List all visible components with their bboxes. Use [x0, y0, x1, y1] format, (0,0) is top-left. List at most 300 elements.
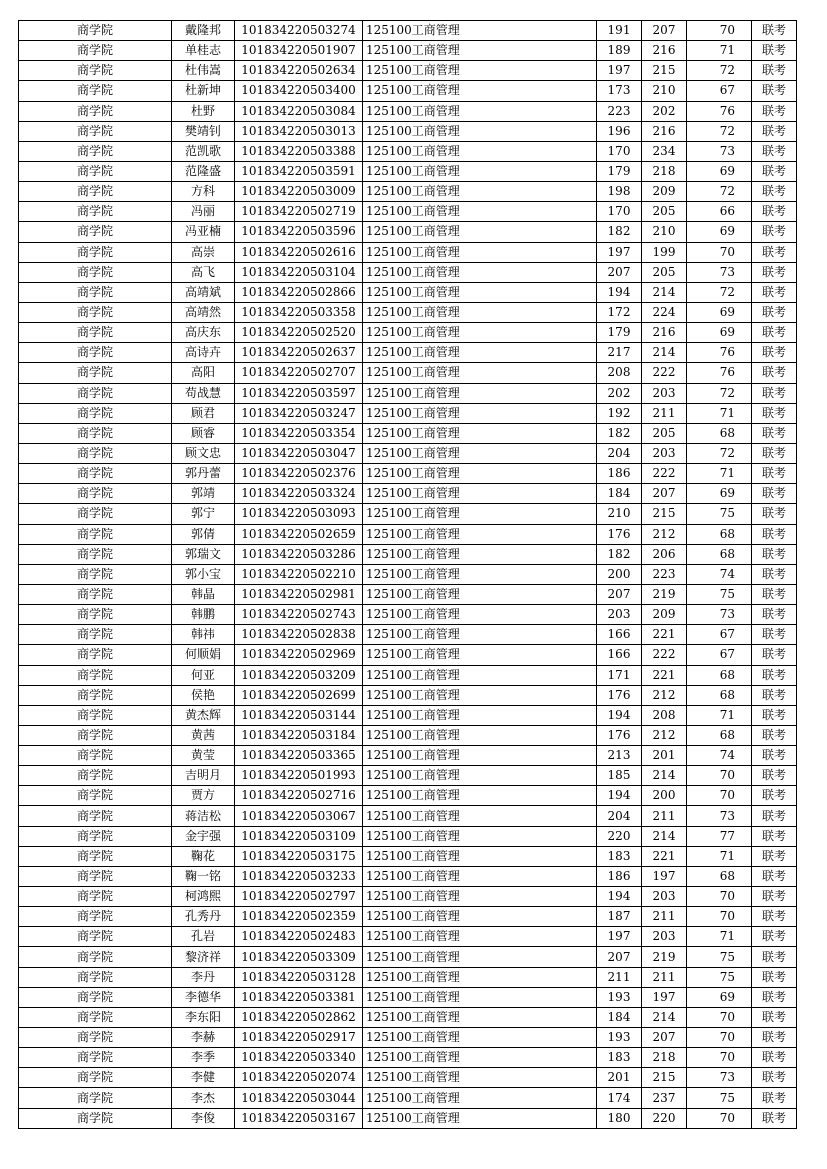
table-row: [19, 947, 797, 967]
name-cell: 冯丽: [172, 202, 235, 222]
score-2-cell: 237: [642, 1088, 687, 1108]
candidate-id-cell: 101834220502699: [235, 685, 363, 705]
score-1-cell: 170: [597, 141, 642, 161]
score-3-cell: 73: [687, 605, 752, 625]
exam-type-cell: 联考: [752, 1088, 797, 1108]
candidate-id-cell: 101834220502659: [235, 524, 363, 544]
name-cell: 高崇: [172, 242, 235, 262]
score-3-cell: 68: [687, 866, 752, 886]
table-row: [19, 584, 797, 604]
score-1-cell: 198: [597, 182, 642, 202]
college-cell: 商学院: [19, 605, 172, 625]
score-2-cell: 206: [642, 544, 687, 564]
candidate-id-cell: 101834220503093: [235, 504, 363, 524]
college-cell: 商学院: [19, 967, 172, 987]
score-2-cell: 224: [642, 302, 687, 322]
candidate-id-cell: 101834220502359: [235, 907, 363, 927]
candidate-id-cell: 101834220503400: [235, 81, 363, 101]
exam-type-cell: 联考: [752, 987, 797, 1007]
score-3-cell: 68: [687, 423, 752, 443]
college-cell: 商学院: [19, 323, 172, 343]
score-3-cell: 77: [687, 826, 752, 846]
name-cell: 李健: [172, 1068, 235, 1088]
exam-type-cell: 联考: [752, 564, 797, 584]
score-3-cell: 69: [687, 484, 752, 504]
score-1-cell: 208: [597, 363, 642, 383]
major-cell: 125100工商管理: [363, 866, 597, 886]
score-2-cell: 205: [642, 202, 687, 222]
table-row: [19, 786, 797, 806]
score-3-cell: 67: [687, 81, 752, 101]
name-cell: 方科: [172, 182, 235, 202]
score-1-cell: 170: [597, 202, 642, 222]
candidate-id-cell: 101834220502637: [235, 343, 363, 363]
candidate-id-cell: 101834220502716: [235, 786, 363, 806]
candidate-id-cell: 101834220502917: [235, 1028, 363, 1048]
table-row: [19, 705, 797, 725]
score-2-cell: 222: [642, 464, 687, 484]
table-row: [19, 242, 797, 262]
college-cell: 商学院: [19, 121, 172, 141]
major-cell: 125100工商管理: [363, 605, 597, 625]
score-3-cell: 66: [687, 202, 752, 222]
candidate-id-cell: 101834220503596: [235, 222, 363, 242]
name-cell: 金宇强: [172, 826, 235, 846]
score-2-cell: 219: [642, 947, 687, 967]
name-cell: 何顺娟: [172, 645, 235, 665]
candidate-id-cell: 101834220502616: [235, 242, 363, 262]
score-1-cell: 197: [597, 61, 642, 81]
exam-type-cell: 联考: [752, 746, 797, 766]
candidate-id-cell: 101834220502797: [235, 887, 363, 907]
score-2-cell: 211: [642, 967, 687, 987]
candidate-id-cell: 101834220503309: [235, 947, 363, 967]
major-cell: 125100工商管理: [363, 967, 597, 987]
name-cell: 贾方: [172, 786, 235, 806]
score-3-cell: 73: [687, 806, 752, 826]
score-2-cell: 210: [642, 222, 687, 242]
table-row: [19, 1068, 797, 1088]
score-1-cell: 200: [597, 564, 642, 584]
major-cell: 125100工商管理: [363, 846, 597, 866]
candidate-id-cell: 101834220502838: [235, 625, 363, 645]
score-1-cell: 197: [597, 242, 642, 262]
table-row: [19, 1088, 797, 1108]
table-row: [19, 605, 797, 625]
college-cell: 商学院: [19, 222, 172, 242]
table-row: [19, 725, 797, 745]
exam-type-cell: 联考: [752, 967, 797, 987]
score-2-cell: 220: [642, 1108, 687, 1128]
table-row: [19, 1028, 797, 1048]
score-2-cell: 234: [642, 141, 687, 161]
candidate-id-cell: 101834220502210: [235, 564, 363, 584]
exam-type-cell: 联考: [752, 1068, 797, 1088]
college-cell: 商学院: [19, 665, 172, 685]
college-cell: 商学院: [19, 1068, 172, 1088]
name-cell: 黄杰辉: [172, 705, 235, 725]
score-1-cell: 171: [597, 665, 642, 685]
score-3-cell: 69: [687, 323, 752, 343]
table-row: [19, 121, 797, 141]
college-cell: 商学院: [19, 645, 172, 665]
score-3-cell: 70: [687, 1108, 752, 1128]
score-2-cell: 214: [642, 343, 687, 363]
score-1-cell: 172: [597, 302, 642, 322]
candidate-id-cell: 101834220503109: [235, 826, 363, 846]
college-cell: 商学院: [19, 81, 172, 101]
score-2-cell: 212: [642, 685, 687, 705]
score-1-cell: 173: [597, 81, 642, 101]
college-cell: 商学院: [19, 1048, 172, 1068]
name-cell: 韩祎: [172, 625, 235, 645]
table-row: [19, 423, 797, 443]
exam-type-cell: 联考: [752, 725, 797, 745]
name-cell: 苟战慧: [172, 383, 235, 403]
major-cell: 125100工商管理: [363, 806, 597, 826]
college-cell: 商学院: [19, 504, 172, 524]
score-3-cell: 75: [687, 947, 752, 967]
major-cell: 125100工商管理: [363, 41, 597, 61]
name-cell: 顾睿: [172, 423, 235, 443]
score-3-cell: 75: [687, 584, 752, 604]
major-cell: 125100工商管理: [363, 645, 597, 665]
score-2-cell: 221: [642, 625, 687, 645]
candidate-id-cell: 101834220503209: [235, 665, 363, 685]
name-cell: 郭靖: [172, 484, 235, 504]
name-cell: 高靖斌: [172, 282, 235, 302]
college-cell: 商学院: [19, 21, 172, 41]
exam-type-cell: 联考: [752, 947, 797, 967]
table-row: [19, 766, 797, 786]
table-row: [19, 383, 797, 403]
score-2-cell: 215: [642, 61, 687, 81]
college-cell: 商学院: [19, 101, 172, 121]
score-2-cell: 212: [642, 725, 687, 745]
name-cell: 杜野: [172, 101, 235, 121]
score-3-cell: 69: [687, 987, 752, 1007]
table-row: [19, 625, 797, 645]
score-2-cell: 208: [642, 705, 687, 725]
exam-type-cell: 联考: [752, 1028, 797, 1048]
score-1-cell: 176: [597, 685, 642, 705]
table-row: [19, 806, 797, 826]
college-cell: 商学院: [19, 1108, 172, 1128]
college-cell: 商学院: [19, 544, 172, 564]
college-cell: 商学院: [19, 786, 172, 806]
score-1-cell: 192: [597, 403, 642, 423]
exam-type-cell: 联考: [752, 625, 797, 645]
score-1-cell: 182: [597, 222, 642, 242]
name-cell: 何亚: [172, 665, 235, 685]
candidate-id-cell: 101834220503274: [235, 21, 363, 41]
table-row: [19, 81, 797, 101]
major-cell: 125100工商管理: [363, 504, 597, 524]
exam-type-cell: 联考: [752, 161, 797, 181]
major-cell: 125100工商管理: [363, 584, 597, 604]
candidate-id-cell: 101834220502376: [235, 464, 363, 484]
major-cell: 125100工商管理: [363, 222, 597, 242]
college-cell: 商学院: [19, 806, 172, 826]
college-cell: 商学院: [19, 282, 172, 302]
exam-type-cell: 联考: [752, 182, 797, 202]
score-2-cell: 197: [642, 866, 687, 886]
exam-type-cell: 联考: [752, 282, 797, 302]
name-cell: 黄莹: [172, 746, 235, 766]
name-cell: 李俊: [172, 1108, 235, 1128]
score-3-cell: 70: [687, 1028, 752, 1048]
score-3-cell: 68: [687, 725, 752, 745]
score-2-cell: 222: [642, 645, 687, 665]
candidate-id-cell: 101834220503067: [235, 806, 363, 826]
major-cell: 125100工商管理: [363, 363, 597, 383]
major-cell: 125100工商管理: [363, 1108, 597, 1128]
college-cell: 商学院: [19, 907, 172, 927]
score-2-cell: 212: [642, 524, 687, 544]
exam-type-cell: 联考: [752, 443, 797, 463]
major-cell: 125100工商管理: [363, 927, 597, 947]
table-row: [19, 1108, 797, 1128]
score-3-cell: 75: [687, 967, 752, 987]
name-cell: 郭宁: [172, 504, 235, 524]
score-2-cell: 199: [642, 242, 687, 262]
major-cell: 125100工商管理: [363, 121, 597, 141]
exam-type-cell: 联考: [752, 81, 797, 101]
score-2-cell: 209: [642, 605, 687, 625]
exam-type-cell: 联考: [752, 41, 797, 61]
score-1-cell: 182: [597, 423, 642, 443]
major-cell: 125100工商管理: [363, 182, 597, 202]
score-2-cell: 205: [642, 423, 687, 443]
college-cell: 商学院: [19, 725, 172, 745]
score-2-cell: 215: [642, 1068, 687, 1088]
name-cell: 高阳: [172, 363, 235, 383]
name-cell: 郭瑞文: [172, 544, 235, 564]
name-cell: 李东阳: [172, 1007, 235, 1027]
table-row: [19, 887, 797, 907]
college-cell: 商学院: [19, 947, 172, 967]
score-3-cell: 70: [687, 887, 752, 907]
candidate-id-cell: 101834220503013: [235, 121, 363, 141]
table-row: [19, 202, 797, 222]
table-row: [19, 907, 797, 927]
exam-type-cell: 联考: [752, 101, 797, 121]
score-2-cell: 214: [642, 282, 687, 302]
candidate-id-cell: 101834220503381: [235, 987, 363, 1007]
score-3-cell: 70: [687, 766, 752, 786]
score-2-cell: 214: [642, 826, 687, 846]
candidate-id-cell: 101834220503358: [235, 302, 363, 322]
candidate-id-cell: 101834220503591: [235, 161, 363, 181]
college-cell: 商学院: [19, 584, 172, 604]
score-3-cell: 68: [687, 665, 752, 685]
major-cell: 125100工商管理: [363, 564, 597, 584]
major-cell: 125100工商管理: [363, 61, 597, 81]
college-cell: 商学院: [19, 685, 172, 705]
exam-type-cell: 联考: [752, 141, 797, 161]
table-row: [19, 323, 797, 343]
score-2-cell: 215: [642, 504, 687, 524]
candidate-id-cell: 101834220503324: [235, 484, 363, 504]
score-3-cell: 70: [687, 21, 752, 41]
table-row: [19, 262, 797, 282]
score-2-cell: 210: [642, 81, 687, 101]
score-3-cell: 72: [687, 182, 752, 202]
name-cell: 李赫: [172, 1028, 235, 1048]
major-cell: 125100工商管理: [363, 725, 597, 745]
college-cell: 商学院: [19, 343, 172, 363]
candidate-id-cell: 101834220502743: [235, 605, 363, 625]
exam-type-cell: 联考: [752, 927, 797, 947]
score-1-cell: 183: [597, 846, 642, 866]
college-cell: 商学院: [19, 302, 172, 322]
candidate-id-cell: 101834220503128: [235, 967, 363, 987]
exam-type-cell: 联考: [752, 1007, 797, 1027]
score-3-cell: 68: [687, 524, 752, 544]
name-cell: 孔秀丹: [172, 907, 235, 927]
score-3-cell: 72: [687, 282, 752, 302]
candidate-id-cell: 101834220503365: [235, 746, 363, 766]
major-cell: 125100工商管理: [363, 907, 597, 927]
score-2-cell: 197: [642, 987, 687, 1007]
score-3-cell: 72: [687, 121, 752, 141]
score-3-cell: 67: [687, 645, 752, 665]
name-cell: 杜新坤: [172, 81, 235, 101]
table-body: [19, 21, 797, 1129]
major-cell: 125100工商管理: [363, 141, 597, 161]
score-2-cell: 207: [642, 1028, 687, 1048]
score-3-cell: 72: [687, 61, 752, 81]
exam-type-cell: 联考: [752, 705, 797, 725]
college-cell: 商学院: [19, 403, 172, 423]
score-2-cell: 223: [642, 564, 687, 584]
candidate-id-cell: 101834220503175: [235, 846, 363, 866]
major-cell: 125100工商管理: [363, 1068, 597, 1088]
major-cell: 125100工商管理: [363, 242, 597, 262]
score-1-cell: 194: [597, 282, 642, 302]
college-cell: 商学院: [19, 1007, 172, 1027]
candidate-id-cell: 101834220502862: [235, 1007, 363, 1027]
name-cell: 韩鹏: [172, 605, 235, 625]
candidate-id-cell: 101834220501907: [235, 41, 363, 61]
table-row: [19, 443, 797, 463]
table-row: [19, 61, 797, 81]
college-cell: 商学院: [19, 846, 172, 866]
score-1-cell: 210: [597, 504, 642, 524]
candidate-id-cell: 101834220503184: [235, 725, 363, 745]
college-cell: 商学院: [19, 927, 172, 947]
exam-type-cell: 联考: [752, 887, 797, 907]
major-cell: 125100工商管理: [363, 81, 597, 101]
candidate-id-cell: 101834220503009: [235, 182, 363, 202]
candidate-id-cell: 101834220503340: [235, 1048, 363, 1068]
name-cell: 鞠花: [172, 846, 235, 866]
candidate-id-cell: 101834220502866: [235, 282, 363, 302]
exam-type-cell: 联考: [752, 323, 797, 343]
major-cell: 125100工商管理: [363, 423, 597, 443]
exam-type-cell: 联考: [752, 685, 797, 705]
table-row: [19, 21, 797, 41]
exam-type-cell: 联考: [752, 524, 797, 544]
exam-type-cell: 联考: [752, 343, 797, 363]
name-cell: 高诗卉: [172, 343, 235, 363]
name-cell: 高飞: [172, 262, 235, 282]
name-cell: 范凯歌: [172, 141, 235, 161]
major-cell: 125100工商管理: [363, 544, 597, 564]
major-cell: 125100工商管理: [363, 262, 597, 282]
name-cell: 韩晶: [172, 584, 235, 604]
exam-type-cell: 联考: [752, 605, 797, 625]
college-cell: 商学院: [19, 887, 172, 907]
name-cell: 黄茜: [172, 725, 235, 745]
table-row: [19, 222, 797, 242]
candidate-id-cell: 101834220503167: [235, 1108, 363, 1128]
exam-type-cell: 联考: [752, 806, 797, 826]
major-cell: 125100工商管理: [363, 766, 597, 786]
exam-type-cell: 联考: [752, 645, 797, 665]
score-1-cell: 179: [597, 161, 642, 181]
candidate-id-cell: 101834220503286: [235, 544, 363, 564]
score-3-cell: 70: [687, 1007, 752, 1027]
score-3-cell: 72: [687, 443, 752, 463]
exam-type-cell: 联考: [752, 202, 797, 222]
name-cell: 郭倩: [172, 524, 235, 544]
exam-type-cell: 联考: [752, 363, 797, 383]
score-3-cell: 67: [687, 625, 752, 645]
college-cell: 商学院: [19, 987, 172, 1007]
exam-type-cell: 联考: [752, 222, 797, 242]
score-1-cell: 191: [597, 21, 642, 41]
score-3-cell: 71: [687, 846, 752, 866]
table-row: [19, 927, 797, 947]
score-1-cell: 194: [597, 887, 642, 907]
score-3-cell: 70: [687, 786, 752, 806]
table-row: [19, 524, 797, 544]
candidate-id-cell: 101834220502074: [235, 1068, 363, 1088]
score-2-cell: 219: [642, 584, 687, 604]
score-1-cell: 207: [597, 947, 642, 967]
college-cell: 商学院: [19, 443, 172, 463]
score-3-cell: 70: [687, 1048, 752, 1068]
college-cell: 商学院: [19, 423, 172, 443]
major-cell: 125100工商管理: [363, 302, 597, 322]
score-2-cell: 203: [642, 443, 687, 463]
score-2-cell: 216: [642, 323, 687, 343]
college-cell: 商学院: [19, 262, 172, 282]
score-2-cell: 214: [642, 766, 687, 786]
major-cell: 125100工商管理: [363, 202, 597, 222]
candidate-id-cell: 101834220503247: [235, 403, 363, 423]
exam-type-cell: 联考: [752, 464, 797, 484]
score-1-cell: 194: [597, 705, 642, 725]
college-cell: 商学院: [19, 1088, 172, 1108]
table-row: [19, 846, 797, 866]
score-3-cell: 75: [687, 1088, 752, 1108]
major-cell: 125100工商管理: [363, 464, 597, 484]
score-3-cell: 68: [687, 685, 752, 705]
table-row: [19, 182, 797, 202]
college-cell: 商学院: [19, 826, 172, 846]
name-cell: 李德华: [172, 987, 235, 1007]
table-row: [19, 141, 797, 161]
name-cell: 戴隆邦: [172, 21, 235, 41]
score-1-cell: 186: [597, 464, 642, 484]
name-cell: 顾文忠: [172, 443, 235, 463]
exam-type-cell: 联考: [752, 665, 797, 685]
score-1-cell: 197: [597, 927, 642, 947]
exam-type-cell: 联考: [752, 423, 797, 443]
score-3-cell: 75: [687, 504, 752, 524]
